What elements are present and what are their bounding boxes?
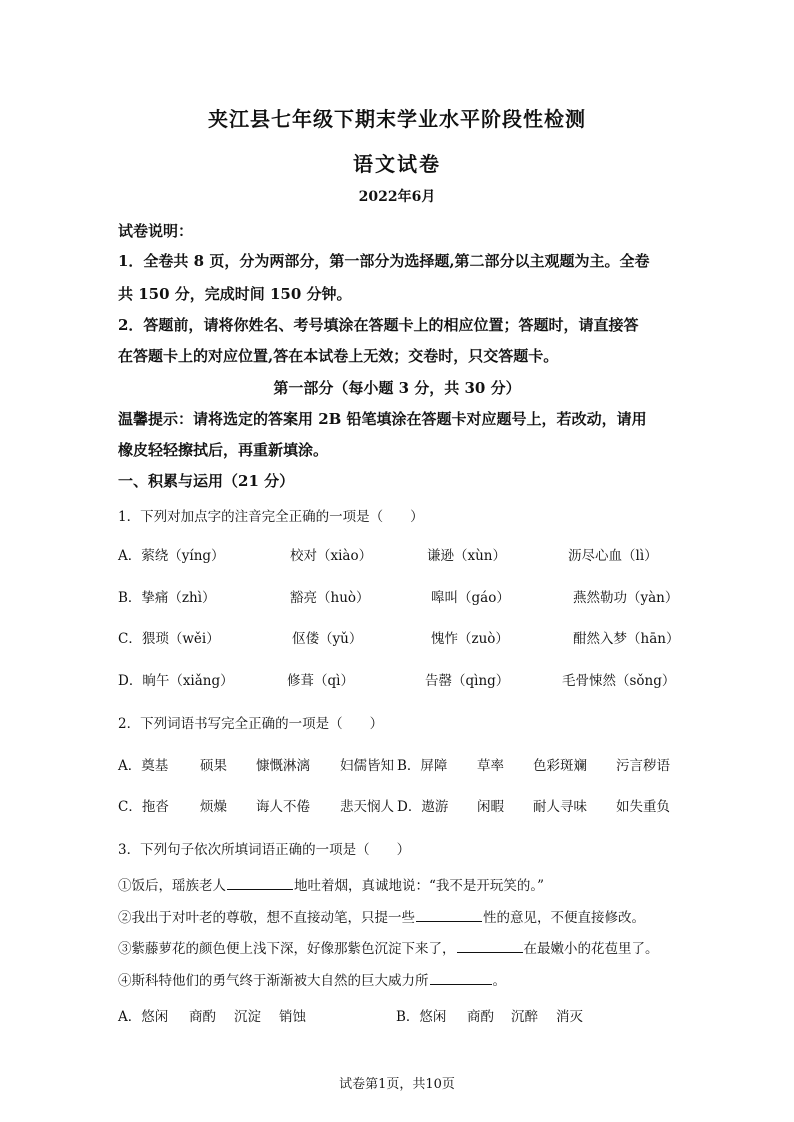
q1-option-b-1: B．挚痛（zhì） <box>118 590 216 606</box>
q3-sentence-2-start: ②我出于对叶老的尊敬，想不直接动笔，只提一些 <box>118 910 415 926</box>
q3-stem: 3．下列句子依次所填词语正确的一项是（ ） <box>118 842 411 858</box>
q3-sentence-4 <box>118 969 506 989</box>
instruction-1-line-1: 1．全卷共 8 页，分为两部分，第一部分为选择题,第二部分以主观题为主。全卷 <box>118 252 650 270</box>
q3-option-b-4: 消灭 <box>556 1009 583 1025</box>
q1-option-d-4: 毛骨悚然（sǒng） <box>562 673 676 689</box>
q3-option-a-1: A．悠闲 <box>118 1009 169 1025</box>
q1-option-b-4: 燕然勒功（yàn） <box>573 590 679 606</box>
q1-option-a-3: 谦逊（xùn） <box>427 548 507 564</box>
fill-blank <box>430 970 492 985</box>
exam-date: 2022年6月 <box>358 189 436 205</box>
exam-subtitle: 语文试卷 <box>353 152 441 176</box>
q1-option-c-4: 酣然入梦（hān） <box>573 631 680 647</box>
tip-line-1: 温馨提示：请将选定的答案用 2B 铅笔填涂在答题卡对应题号上，若改动，请用 <box>118 410 647 428</box>
q2-option-d-3: 耐人寻味 <box>533 799 587 815</box>
fill-blank <box>457 938 523 953</box>
q1-option-c-1: C．猥琐（wěi） <box>118 631 220 647</box>
tip-line-2: 橡皮轻轻擦拭后，再重新填涂。 <box>118 441 329 459</box>
instruction-2-line-2: 在答题卡上的对应位置,答在本试卷上无效；交卷时，只交答题卡。 <box>118 347 559 365</box>
q2-option-a-3: 慷慨淋漓 <box>256 758 310 774</box>
q1-option-d-3: 告罄（qìng） <box>425 673 510 689</box>
q3-sentence-3 <box>118 937 659 957</box>
q1-option-c-2: 伛偻（yǔ） <box>292 631 363 647</box>
section-heading: 一、积累与运用（21 分） <box>118 472 295 490</box>
q2-option-a-1: A．奠基 <box>118 758 169 774</box>
q3-sentence-4-start: ④斯科特他们的勇气终于渐渐被大自然的巨大威力所 <box>118 973 429 989</box>
q1-stem: 1．下列对加点字的注音完全正确的一项是（ ） <box>118 509 424 525</box>
page-footer: 试卷第1页，共10页 <box>339 1077 455 1092</box>
q3-option-b-3: 沉醉 <box>511 1009 538 1025</box>
q2-option-c-2: 烦燥 <box>200 799 227 815</box>
part1-heading: 第一部分（每小题 3 分，共 30 分） <box>273 379 521 397</box>
q2-option-d-2: 闲暇 <box>477 799 504 815</box>
q2-option-b-4: 污言秽语 <box>616 758 670 774</box>
q2-option-a-2: 硕果 <box>200 758 227 774</box>
q1-option-d-2: 修葺（qì） <box>287 673 354 689</box>
q2-option-c-1: C．拖沓 <box>118 799 169 815</box>
q3-sentence-2-end: 性的意见，不便直接修改。 <box>483 910 645 926</box>
q1-option-d-1: D．晌午（xiǎng） <box>118 673 234 689</box>
q3-sentence-1 <box>118 874 544 894</box>
q2-option-a-4: 妇儒皆知 <box>340 758 394 774</box>
q2-option-c-3: 诲人不倦 <box>256 799 310 815</box>
fill-blank <box>416 907 482 922</box>
q3-sentence-4-end: 。 <box>492 973 506 989</box>
instruction-2-line-1: 2．答题前，请将你姓名、考号填涂在答题卡上的相应位置；答题时，请直接答 <box>118 316 639 334</box>
q2-option-c-4: 悲天悯人 <box>340 799 394 815</box>
q1-option-a-4: 沥尽心血（lì） <box>568 548 658 564</box>
q3-sentence-3-start: ③紫藤萝花的颜色便上浅下深，好像那紫色沉淀下来了， <box>118 941 456 957</box>
q1-option-a-2: 校对（xiào） <box>290 548 373 564</box>
q2-option-d-1: D．遨游 <box>397 799 449 815</box>
q3-option-a-3: 沉淀 <box>234 1009 261 1025</box>
q3-option-a-4: 销蚀 <box>279 1009 306 1025</box>
q2-stem: 2．下列词语书写完全正确的一项是（ ） <box>118 716 384 732</box>
q3-sentence-2 <box>118 906 645 926</box>
exam-title: 夹江县七年级下期末学业水平阶段性检测 <box>208 107 586 131</box>
q2-option-b-1: B．屏障 <box>397 758 448 774</box>
q1-option-a-1: A．萦绕（yíng） <box>118 548 225 564</box>
q2-option-b-3: 色彩斑斓 <box>533 758 587 774</box>
q1-option-b-3: 嗥叫（gáo） <box>431 590 510 606</box>
instructions-heading: 试卷说明： <box>118 222 194 240</box>
fill-blank <box>227 875 293 890</box>
q2-option-b-2: 草率 <box>477 758 504 774</box>
q1-option-c-3: 愧怍（zuò） <box>431 631 509 647</box>
instruction-1-line-2: 共 150 分，完成时间 150 分钟。 <box>118 285 352 303</box>
q3-sentence-1-start: ①饭后，瑶族老人 <box>118 878 226 894</box>
q3-sentence-3-end: 在最嫩小的花苞里了。 <box>523 941 659 957</box>
q3-option-b-2: 商酌 <box>467 1009 494 1025</box>
q3-option-b-1: B．悠闲 <box>396 1009 447 1025</box>
q2-option-d-4: 如失重负 <box>616 799 670 815</box>
q3-sentence-1-end: 地吐着烟，真诚地说：“我不是开玩笑的。” <box>294 878 545 894</box>
q1-option-b-2: 豁亮（huò） <box>290 590 370 606</box>
q3-option-a-2: 商酌 <box>189 1009 216 1025</box>
